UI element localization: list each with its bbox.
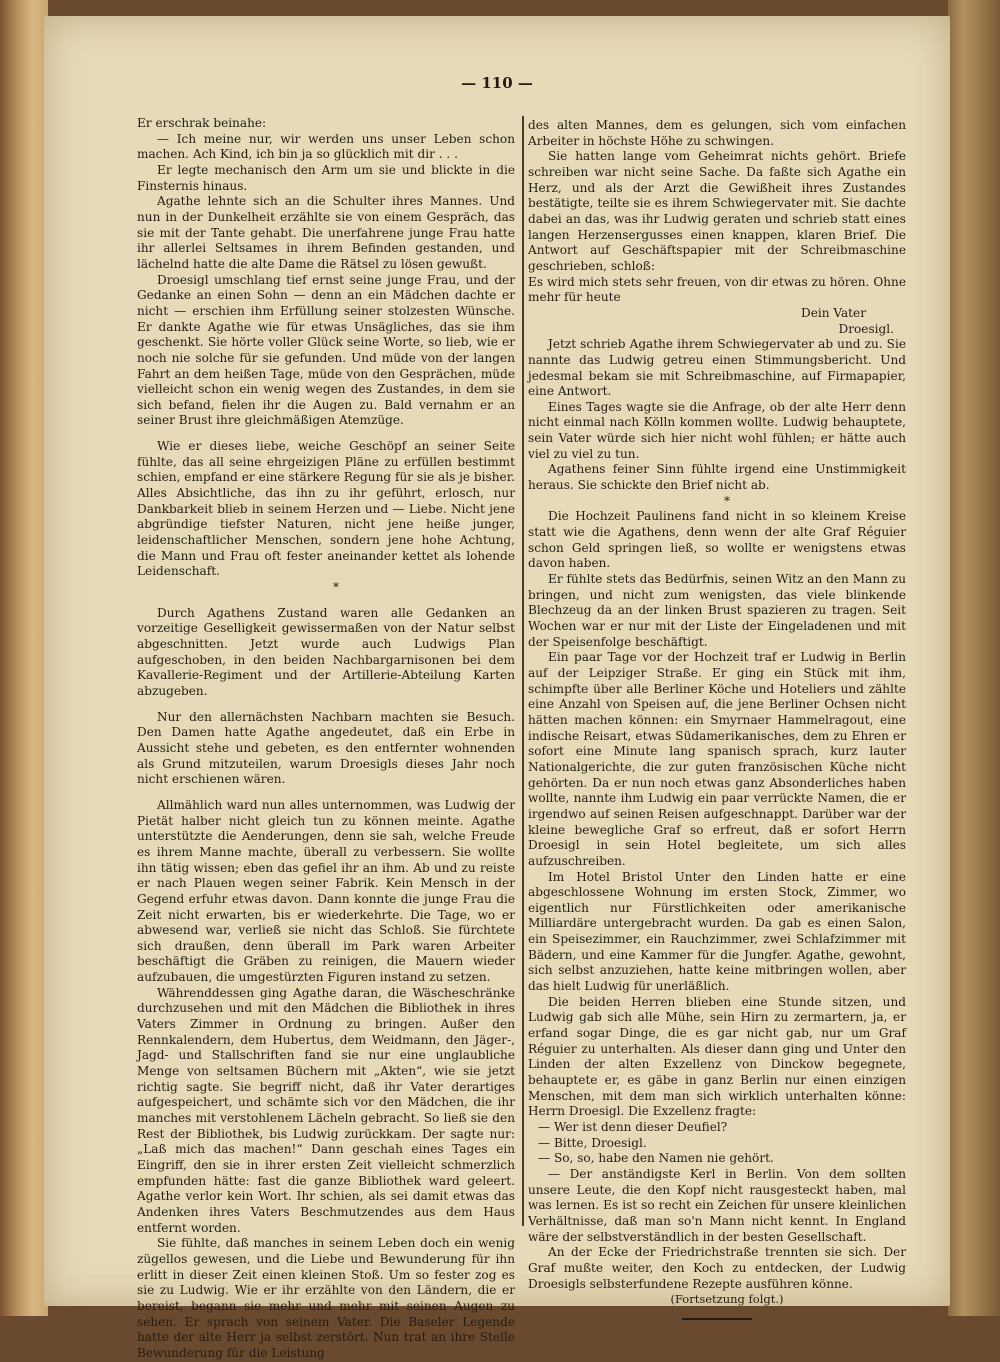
left-column-paragraph: Allmählich ward nun alles unternommen, was Ludwig der Pietät halber nicht gleich tun zu können meinte. Agathe unterstützte die Aenderungen, denn sie sah, welche Freude es ihrem Manne machte, überall zu verbessern. Sie wollte ihn tätig wissen; eben das gefiel ihr an ihm. Ab und zu reiste er nach Plauen wegen seiner Fabrik. Kein Mensch in der Gegend erfuhr etwas davon. Dann konnte die junge Frau die Zeit nicht erwarten, bis er wiederkehrte. Die Tage, wo er abwesend war, verließ sie nicht das Schloß. Sie fürchtete sich draußen, denn überall im Park waren Arbeiter beschäftigt die Gräben zu reinigen, die Mauern wieder aufzubauen, die umgestürzten Figuren instand zu setzen. bbox=[137, 797, 515, 985]
right-column-paragraph: Agathens feiner Sinn fühlte irgend eine Unstimmigkeit heraus. Sie schickte den Brief nicht ab. bbox=[528, 462, 906, 493]
page-number: — 110 — bbox=[461, 74, 533, 92]
opposite-page-edge bbox=[948, 0, 1000, 1316]
left-column-paragraph: Sie fühlte, daß manches in seinem Leben doch ein wenig zügellos gewesen, und die Liebe und Bewunderung für ihn erlitt in dieser Zeit einen kleinen Stoß. Um so fester zog es sie zu Ludwig. Wie er ihr erzählte von den Ländern, die er bereist, begann sie mehr und mehr mit seinen Augen zu sehen. Er sprach von seinem Vater. Die Baseler Legende hatte der alte Herr ja selbst zerstört. Nun trat an ihre Stelle Bewunderung für die Leistung bbox=[137, 1236, 515, 1360]
right-column-paragraph: (Fortsetzung folgt.) bbox=[670, 1292, 784, 1307]
right-column-paragraph: Dein Vater bbox=[801, 305, 866, 320]
left-column-paragraph: * bbox=[333, 580, 339, 595]
left-column-paragraph: Nur den allernächsten Nachbarn machten sie Besuch. Den Damen hatte Agathe angedeutet, daß ein Erbe in Aussicht stehe und gebeten, es den entfernter wohnenden als Grund mitzuteilen, warum Droesigls dieses Jahr noch nicht erschienen wären. bbox=[137, 709, 515, 787]
left-column-paragraph: — Ich meine nur, wir werden uns unser Leben schon machen. Ach Kind, ich bin ja so glücklich mit dir . . . bbox=[137, 131, 515, 162]
right-column-paragraph: Jetzt schrieb Agathe ihrem Schwiegervater ab und zu. Sie nannte das Ludwig getreu einen Stimmungsbericht. Und jedesmal bekam sie mit Schreibmaschine, auf Firmapapier, eine Antwort. bbox=[528, 337, 906, 399]
left-column-paragraph: Durch Agathens Zustand waren alle Gedanken an vorzeitige Geselligkeit gewissermaßen von der Natur selbst abgeschnitten. Jetzt wurde auch Ludwigs Plan aufgeschoben, in den beiden Nachbargarnisonen bei dem Kavallerie-Regiment und der Artillerie-Abteilung Karten abzugeben. bbox=[137, 605, 515, 698]
right-column-paragraph: — Bitte, Droesigl. bbox=[538, 1135, 647, 1150]
right-column-paragraph: Die beiden Herren blieben eine Stunde sitzen, und Ludwig gab sich alle Mühe, sein Hirn zu zermartern, ja, er erfand sogar Dinge, die es gar nicht gab, nur um Graf Réguier zu unterhalten. Als dieser dann ging und Unter den Linden der alten Exzellenz von Dinckow begegnete, behauptete er, es gäbe in ganz Berlin nur einen einzigen Menschen, mit dem man sich wirklich unterhalten könne: Herrn Droesigl. Die Exzellenz fragte: bbox=[528, 994, 906, 1119]
right-column-paragraph: — Der anständigste Kerl in Berlin. Von dem sollten unsere Leute, die den Kopf nicht rausgesteckt haben, mal was lernen. Es ist so recht ein Zeichen für unsere kleinlichen Verhältnisse, daß man so'n Mann nicht kennt. In England wäre der selbstverständlich in der besten Gesellschaft. bbox=[528, 1166, 906, 1244]
right-column bbox=[528, 118, 906, 1320]
column-rule bbox=[522, 116, 524, 1226]
left-column bbox=[137, 116, 515, 1362]
left-column-paragraph: Agathe lehnte sich an die Schulter ihres Mannes. Und nun in der Dunkelheit erzählte sie von einem Gespräch, das sie mit der Tante gehabt. Die unerfahrene junge Frau hatte ihr allerlei Seltsames in ihrem Befinden gestanden, und lächelnd hatte die alte Dame die Rätsel zu lösen gewußt. bbox=[137, 194, 515, 271]
left-column-paragraph: Er legte mechanisch den Arm um sie und blickte in die Finsternis hinaus. bbox=[137, 162, 515, 193]
right-column-paragraph: Sie hatten lange vom Geheimrat nichts gehört. Briefe schreiben war nicht seine Sache. Da faßte sich Agathe ein Herz, und als der Arzt die Gewißheit ihres Zustandes bestätigte, teilte sie es ihrem Schwiegervater mit. Sie dachte dabei an das, was ihr Ludwig geraten und schrieb statt eines langen Herzensergusses einen knappen, klaren Brief. Die Antwort auf Geschäftspapier mit der Schreibmaschine geschrieben, schloß: bbox=[528, 149, 906, 273]
right-column-paragraph: Die Hochzeit Paulinens fand nicht in so kleinem Kreise statt wie die Agathens, denn wenn der alte Graf Réguier schon Geld springen ließ, so wollte er wenigstens etwas davon haben. bbox=[528, 509, 906, 571]
left-column-paragraph: Droesigl umschlang tief ernst seine junge Frau, und der Gedanke an einen Sohn — denn an ein Mädchen dachte er nicht — erschien ihm Erfüllung seiner stolzesten Wünsche. Er dankte Agathe wie für etwas Unsägliches, das sie ihm geschenkt. Sie hörte voller Glück seine Worte, so lieb, wie er noch nie solche für sie gefunden. Und müde von der langen Fahrt an dem heißen Tage, müde von den Gesprächen, müde vielleicht schon ein wenig wegen des Zustandes, in dem sie sich befand, fielen ihr die Augen zu. Bald vernahm er an seiner Brust ihre gleichmäßigen Atemzüge. bbox=[137, 272, 515, 428]
right-column-paragraph: — Wer ist denn dieser Deufiel? bbox=[538, 1120, 728, 1134]
right-column-paragraph: Droesigl. bbox=[838, 321, 894, 336]
left-column-paragraph: Er erschrak beinahe: bbox=[137, 116, 267, 130]
right-column-paragraph: Im Hotel Bristol Unter den Linden hatte er eine abgeschlossene Wohnung im ersten Stock, Zimmer, wo eigentlich nur Fürstlichkeiten oder amerikanische Milliardäre untergebracht wurden. Da gab es einen Salon, ein Speisezimmer, ein Rauchzimmer, zwei Schlafzimmer mit Bädern, und eine Kammer für die Jungfer. Agathe, gewohnt, sich selbst anzuziehen, hatte keine mitbringen wollen, aber das hielt Ludwig für unerläßlich. bbox=[528, 869, 906, 994]
left-column-paragraph: Währenddessen ging Agathe daran, die Wäscheschränke durchzusehen und mit den Mädchen die Bibliothek in ihres Vaters Zimmer in Ordnung zu bringen. Außer den Rennkalendern, dem Hubertus, dem Weidmann, den Jäger-, Jagd- und Stallschriften fand sie nur eine unglaubliche Menge von seltsamen Büchern mit „Akten“, wie sie jetzt richtig sagte. Sie begriff nicht, daß ihr Vater derartiges aufgespeichert, und schämte sich vor den Mädchen, die ihr manches mit verstohlenem Lächeln gebracht. So ließ sie den Rest der Bibliothek, bis Ludwig zurückkam. Der sagte nur: „Laß mich das machen!“ Dann geschah eines Tages ein Eingriff, den sie in ihrer ersten Zeit vielleicht schmerzlich empfunden hätte: fast die ganze Bibliothek ward geleert. Agathe verlor kein Wort. Ihr schien, als sei damit etwas das Andenken ihres Vaters Beschmutzendes aus dem Haus entfernt worden. bbox=[137, 985, 515, 1235]
right-column-paragraph: Eines Tages wagte sie die Anfrage, ob der alte Herr denn nicht einmal nach Kölln kommen wollte. Ludwig behauptete, sein Vater würde sich hier nicht wohl fühlen; er hätte auch viel zu viel zu tun. bbox=[528, 399, 906, 461]
right-column-paragraph: Er fühlte stets das Bedürfnis, seinen Witz an den Mann zu bringen, und nicht zum wenigsten, das viele blinkende Blechzeug da an der linken Brust spazieren zu tragen. Seit Wochen war er nur mit der Liste der Eingeladenen und mit der Speisenfolge beschäftigt. bbox=[528, 572, 906, 649]
left-column-paragraph: Wie er dieses liebe, weiche Geschöpf an seiner Seite fühlte, das all seine ehrgeizigen Pläne zu erfüllen bestimmt schien, empfand er eine stärkere Regung für sie als je bisher. Alles Absichtliche, das ihn zu ihr geführt, erlosch, nur Dankbarkeit blieb in seinem Herzen und — Liebe. Nicht jene abgründige tiefster Naturen, nicht jene heiße junger, leidenschaftlicher Menschen, sondern jene hohe Achtung, die Mann und Frau oft fester aneinander kettet als lohende Leidenschaft. bbox=[137, 439, 515, 579]
right-column-paragraph: * bbox=[724, 493, 730, 508]
right-column-paragraph: Ein paar Tage vor der Hochzeit traf er Ludwig in Berlin auf der Leipziger Straße. Er ging ein Stück mit ihm, schimpfte über alle Berliner Köche und Hoteliers und zählte eine Anzahl von Speisen auf, die jene Berliner Ochsen nicht hätten machen können: ein Smyrnaer Hammelragout, eine indische Reisart, etwas Südamerikanisches, dem zu Ehren er sofort eine Minute lang spanisch sprach, kurz lauter Nationalgerichte, die zur guten französischen Küche nicht gehörten. Da er nun noch etwas ganz Absonderliches haben wollte, nannte ihm Ludwig ein paar verrückte Namen, die er irgendwo auf seinen Reisen aufgeschnappt. Darüber war der kleine bewegliche Graf so erfreut, daß er sofort Herrn Droesigl in sein Hotel begleitete, um sich alles aufzuschreiben. bbox=[528, 650, 906, 868]
book-binding bbox=[0, 0, 48, 1316]
right-column-paragraph: Es wird mich stets sehr freuen, von dir etwas zu hören. Ohne mehr für heute bbox=[528, 274, 906, 305]
right-column-paragraph: An der Ecke der Friedrichstraße trennten sie sich. Der Graf mußte weiter, den Koch zu entdecken, der Ludwig Droesigls selbsterfundene Rezepte ausführen könne. bbox=[528, 1245, 906, 1291]
right-column-paragraph: des alten Mannes, dem es gelungen, sich vom einfachen Arbeiter in höchste Höhe zu schwingen. bbox=[528, 118, 906, 148]
right-column-paragraph: — So, so, habe den Namen nie gehört. bbox=[538, 1151, 774, 1166]
page bbox=[44, 16, 950, 1360]
end-rule bbox=[682, 1318, 752, 1320]
